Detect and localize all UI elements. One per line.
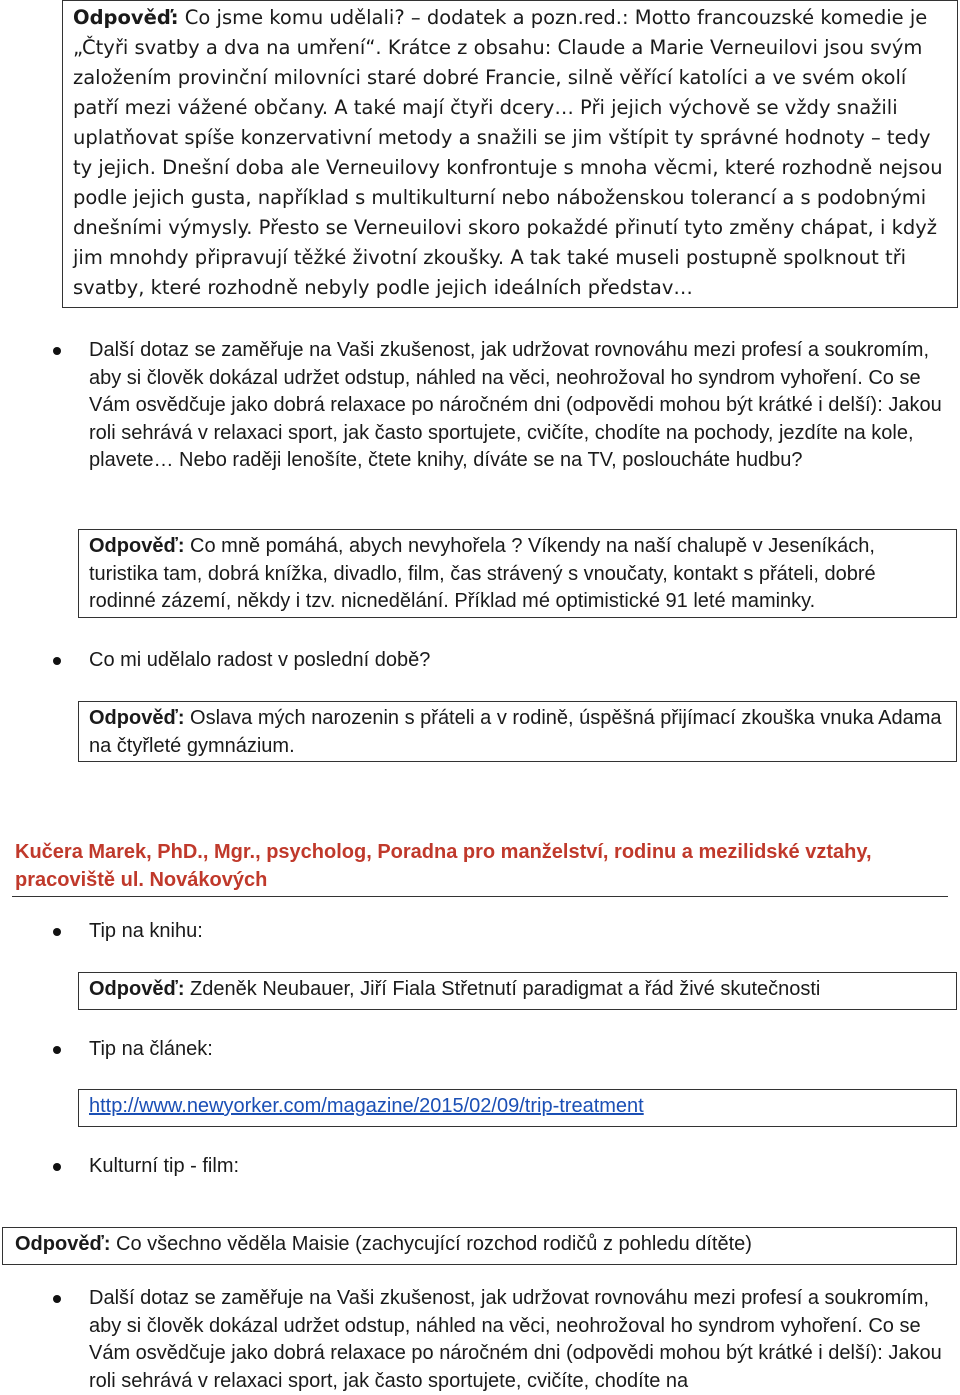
answer-text: Co mně pomáhá, abych nevyhořela ? Víkendy na naší chalupě v Jeseníkách, turistika tam, dobrá knížka, divadlo, film, čas strávený s vnoučaty, kontakt s přáteli, dobré rodinné zázemí, někdy i tzv. nicnedělání. Příklad mé optimistické 91 leté maminky. xyxy=(89,535,876,612)
question-book-tip: Tip na knihu: xyxy=(89,918,949,946)
author-divider xyxy=(12,896,948,897)
question-work-life-balance: Další dotaz se zaměřuje na Vaši zkušenost, jak udržovat rovnováhu mezi profesí a soukromím, aby si člověk dokázal udržet odstup, náhled na věci, neohrožoval ho syndrom vyhoření. Co se Vám osvědčuje jako dobrá relaxace po náročném dni (odpovědi mohou být krátké i delší): Jakou roli sehrává v relaxaci sport, jak často sportujete, cvičíte, chodíte na pochody, jezdíte na kole, plavete… Nebo raději lenošíte, čtete knihy, díváte se na TV, posloucháte hudbu? xyxy=(89,337,949,475)
answer-text-part1: Co jsme komu udělali? – dodatek a pozn.red.: Motto francouzské komedie je „Čtyři svatby a dva na umření“. Krátce z obsahu: Claude a Marie Verneuilovi jsou svým založením provinční milovníci staré dobré Francie, silně věřící katolíci a ve svém okolí patří mezi vážené občany. xyxy=(73,6,928,119)
article-link[interactable]: http://www.newyorker.com/magazine/2015/02/09/trip-treatment xyxy=(89,1095,644,1117)
answer-text-part2: A také mají čtyři dcery… Při jejich výchově se vždy snažili uplatňovat spíše konzervativní metody a snažili se jim vštípit ty správné hodnoty – tedy ty jejich. Dnešní doba ale Verneuilovy konfrontuje s mnoha věcmi, které rozhodně nejsou podle jejich gusta, například s multikulturní nebo náboženskou tolerancí a s podobnými dnešními výmysly. Přesto se Verneuilovi skoro pokaždé přinutí tyto změny chápat, i když jim mnohdy připravují těžké životní zkoušky. A tak také museli postupně spolknout tři svatby, které rozhodně nebyly podle jejich ideálních představ… xyxy=(73,96,943,299)
answer-box-recent-joy xyxy=(78,701,957,762)
answer-box-film xyxy=(2,1227,957,1265)
answer-box-article xyxy=(78,1089,957,1127)
answer-box-relaxation xyxy=(78,529,957,618)
answer-label: Odpověď: xyxy=(89,535,185,557)
answer-text: Oslava mých narozenin s přáteli a v rodině, úspěšná přijímací zkouška vnuka Adama na čtyřleté gymnázium. xyxy=(89,707,942,757)
answer-label: Odpověď: xyxy=(89,978,185,1000)
answer-label: Odpověď: xyxy=(89,707,185,729)
question-work-life-balance-repeat: Další dotaz se zaměřuje na Vaši zkušenost, jak udržovat rovnováhu mezi profesí a soukromím, aby si člověk dokázal udržet odstup, náhled na věci, neohrožoval ho syndrom vyhoření. Co se Vám osvědčuje jako dobrá relaxace po náročném dni (odpovědi mohou být krátké i delší): Jakou roli sehrává v relaxaci sport, jak často sportujete, cvičíte, chodíte na xyxy=(89,1285,949,1395)
question-article-tip: Tip na článek: xyxy=(89,1036,949,1064)
question-recent-joy: Co mi udělalo radost v poslední době? xyxy=(89,647,949,675)
answer-label: Odpověď: xyxy=(73,6,179,29)
answer-text: Co všechno věděla Maisie (zachycující rozchod rodičů z pohledu dítěte) xyxy=(110,1233,752,1255)
answer-label: Odpověď: xyxy=(15,1233,111,1255)
answer-box-book xyxy=(78,972,957,1010)
question-film-tip: Kulturní tip - film: xyxy=(89,1153,949,1181)
answer-text: Zdeněk Neubauer, Jiří Fiala Střetnutí paradigmat a řád živé skutečnosti xyxy=(184,978,821,1000)
author-heading: Kučera Marek, PhD., Mgr., psycholog, Poradna pro manželství, rodinu a mezilidské vztahy, pracoviště ul. Novákových xyxy=(15,841,872,891)
answer-box-movie-description xyxy=(62,0,958,308)
